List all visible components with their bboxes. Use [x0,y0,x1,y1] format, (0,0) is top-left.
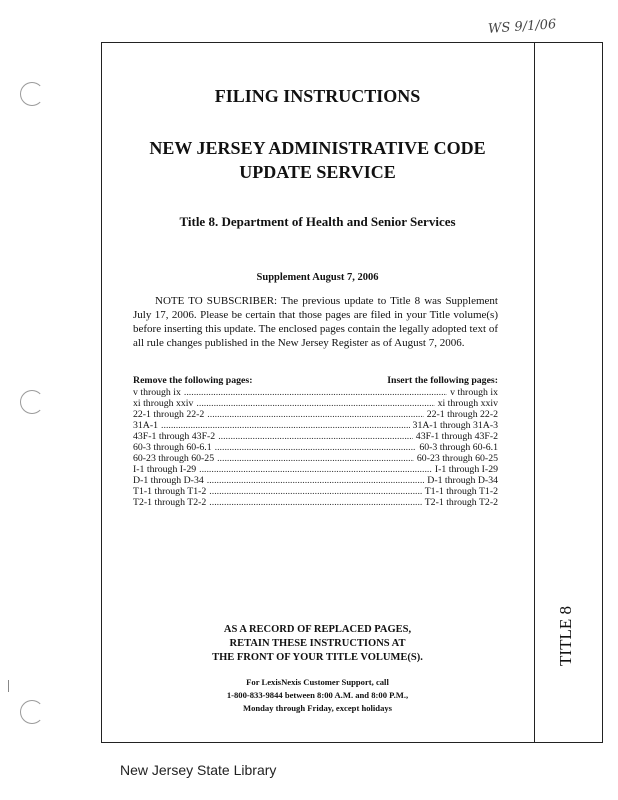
hole-punch-mark [20,700,44,724]
insert-range: T1-1 through T1-2 [424,486,498,497]
remove-range: 22-1 through 22-2 [133,409,205,420]
remove-range: T1-1 through T1-2 [133,486,207,497]
hole-punch-mark [20,390,44,414]
remove-range: v through ix [133,387,181,398]
remove-header: Remove the following pages: [133,375,253,386]
dot-leader [207,409,423,420]
record-notice [101,623,534,665]
insert-range: v through ix [450,387,498,398]
supplement-date: Supplement August 7, 2006 [256,272,379,283]
insert-range: 60-23 through 60-25 [416,453,498,464]
remove-range: 60-3 through 60-6.1 [133,442,212,453]
table-row [133,453,498,464]
dot-leader [218,431,413,442]
pages-table [133,375,498,508]
record-notice-line: RETAIN THESE INSTRUCTIONS AT [229,638,406,649]
dot-leader [217,453,414,464]
record-notice-line: AS A RECORD OF REPLACED PAGES, [223,624,412,635]
insert-range: I-1 through I-29 [434,464,498,475]
insert-range: 43F-1 through 43F-2 [415,431,498,442]
dot-leader [215,442,417,453]
support-line: Monday through Friday, except holidays [242,703,393,713]
support-line: 1-800-833-9844 between 8:00 A.M. and 8:00 P.M., [226,690,409,700]
insert-range: 60-3 through 60-6.1 [419,442,498,453]
subscriber-note: NOTE TO SUBSCRIBER: The previous update to Title 8 was Supplement July 17, 2006. Please be certain that those pages are filed in your Title volume(s) before inserting this update. The enclosed pages contain the legally adopted text of all rule changes published in the New Jersey Register as of August 7, 2006. [133,295,498,349]
dot-leader [209,497,421,508]
scan-mark [8,680,9,692]
table-row [133,464,498,475]
subtitle-line: NEW JERSEY ADMINISTRATIVE CODE [149,138,486,158]
handwritten-note: WS 9/1/06 [487,17,557,37]
service-subtitle [101,136,534,184]
insert-range: 31A-1 through 31A-3 [412,420,498,431]
support-line: For LexisNexis Customer Support, call [246,677,389,687]
table-row [133,486,498,497]
table-row [133,409,498,420]
table-row [133,398,498,409]
remove-range: I-1 through I-29 [133,464,197,475]
insert-range: xi through xxiv [437,398,498,409]
remove-range: 31A-1 [133,420,159,431]
table-row [133,431,498,442]
library-stamp: New Jersey State Library [120,762,277,778]
table-row [133,475,498,486]
dot-leader [207,475,425,486]
table-row [133,497,498,508]
table-row [133,442,498,453]
insert-header: Insert the following pages: [387,375,498,386]
dot-leader [161,420,410,431]
insert-range: D-1 through D-34 [427,475,498,486]
dot-leader [199,464,432,475]
hole-punch-mark [20,82,44,106]
remove-range: 60-23 through 60-25 [133,453,215,464]
customer-support [101,676,534,715]
dot-leader [184,387,447,398]
pages-table-rows [133,387,498,508]
dot-leader [196,398,434,409]
table-row [133,420,498,431]
remove-range: 43F-1 through 43F-2 [133,431,216,442]
remove-range: xi through xxiv [133,398,194,409]
department-heading: Title 8. Department of Health and Senior Services [179,214,456,229]
insert-range: 22-1 through 22-2 [426,409,498,420]
remove-range: D-1 through D-34 [133,475,204,486]
remove-range: T2-1 through T2-2 [133,497,207,508]
page-title: FILING INSTRUCTIONS [214,86,421,106]
subtitle-line: UPDATE SERVICE [239,162,396,182]
dot-leader [209,486,421,497]
title-tab-label: TITLE 8 [556,606,575,666]
pages-table-header [133,375,498,387]
insert-range: T2-1 through T2-2 [424,497,498,508]
table-row [133,387,498,398]
record-notice-line: THE FRONT OF YOUR TITLE VOLUME(S). [212,652,423,663]
